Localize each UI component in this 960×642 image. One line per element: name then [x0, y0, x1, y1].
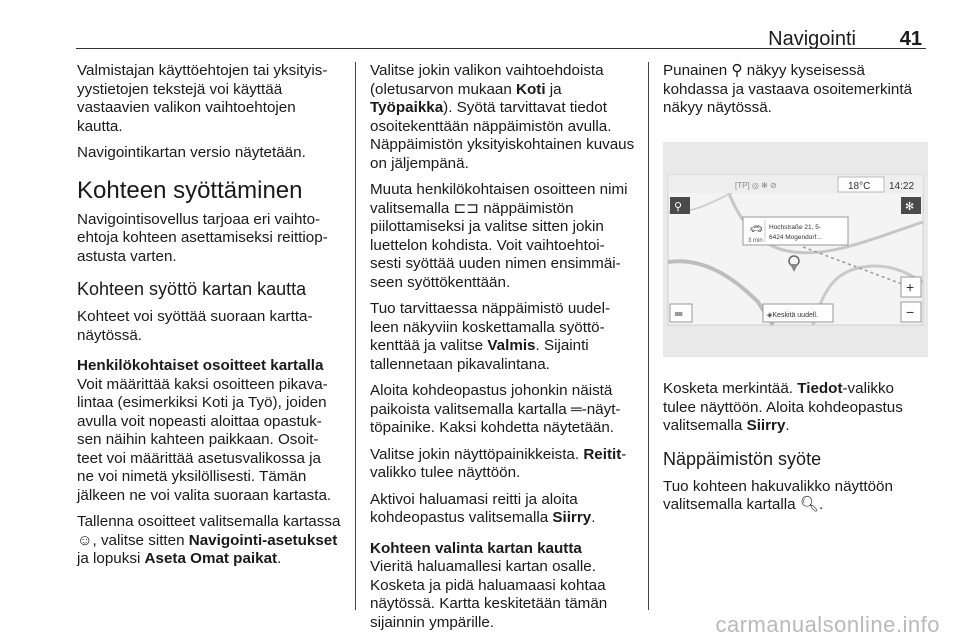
menu-icon: ═	[675, 306, 683, 321]
car-icon: 🚗︎	[750, 223, 763, 235]
pin-icon: ⚲	[731, 62, 743, 79]
paragraph: Voit määrittää kaksi osoitteen pikava-lintaa (esimerkiksi Koti ja Työ), joiden avulla voit nopeasti aloittaa opastuk-sen näihin kahteen paikkaan. Osoit-teet voi määrittää asetusvalikossa ja ne voi nimetä yksilöllisesti. Tämän jälkeen ne voi valita suoraan kartasta.	[77, 375, 332, 504]
home-icon: ☺	[77, 531, 93, 549]
column-divider-2	[648, 62, 649, 610]
paragraph: Valitse jokin valikon vaihtoehdoista (oletusarvon mukaan Koti ja Työpaikka). Syötä tarvittavat tiedot osoitekenttään näppäimistön avulla. Näppäimistön yksityiskohtainen kuvaus on jäljempänä.	[370, 62, 635, 172]
paragraph: Aloita kohdeopastus johonkin näistä paikoista valitsemalla kartalla ═-näyt-töpainike. Kaksi kohdetta näytetään.	[370, 382, 621, 436]
gear-icon: ✻	[905, 199, 915, 213]
column-2	[370, 62, 635, 640]
header-rule	[76, 48, 926, 49]
subsection-heading: Näppäimistön syöte	[663, 448, 822, 469]
paragraph: Vieritä haluamallesi kartan osalle. Kosketa ja pidä haluamaasi kohtaa näytössä. Kartta keskitetään tämän sijainnin ympärille.	[370, 558, 608, 631]
page-title: Navigointi	[768, 28, 856, 50]
plus-icon: +	[906, 278, 915, 295]
clock: 14:22	[889, 180, 915, 192]
paragraph: Kohteet voi syöttää suoraan kartta-näytössä.	[77, 308, 313, 344]
bold-heading: Kohteen valinta kartan kautta	[370, 539, 582, 557]
paragraph: Tuo tarvittaessa näppäimistö uudel-leen näkyviin koskettamalla syöttö-kenttää ja valitse Valmis. Sijainti tallennetaan pikavalintana.	[370, 300, 611, 373]
navigation-screen-figure	[663, 142, 928, 357]
status-icons: [TP] ◎ ✻ ⊘	[735, 180, 777, 190]
paragraph: Tallenna osoitteet valitsemalla kartassa ☺, valitse sitten Navigointi-asetukset ja lopuksi Aseta Omat paikat.	[77, 513, 341, 567]
minus-icon: −	[906, 303, 915, 320]
bold-heading: Henkilökohtaiset osoitteet kartalla	[77, 357, 324, 374]
section-heading: Kohteen syöttäminen	[77, 176, 303, 204]
paragraph: Navigointisovellus tarjoaa eri vaihto-ehtoja kohteen asettamiseksi reittiop-astusta varten.	[77, 210, 328, 265]
map-area	[668, 175, 923, 325]
address-line-1: Hochstraße 21, 5-	[769, 223, 822, 231]
column-1	[77, 62, 342, 577]
paragraph: Muuta henkilökohtaisen osoitteen nimi valitsemalla ⊏⊐ näppäimistön piilottamiseksi ja valitse sitten jokin luettelon kohdista. Voit vaihtoehtoi-sesti syöttää uuden nimen ensimmäi-seen syöttökenttään.	[370, 181, 628, 291]
recenter-label: ◈Keskitä uudell.	[767, 311, 818, 319]
keyboard-hide-icon: ⊏⊐	[453, 199, 480, 217]
paragraph: Valmistajan käyttöehtojen tai yksityis-yystietojen tekstejä voi käyttää vastaavien valikon vaihtoehtojen kautta.	[77, 62, 328, 135]
paragraph: Navigointikartan versio näytetään.	[77, 144, 306, 161]
watermark: carmanualsonline.info	[715, 612, 940, 637]
search-icon: 🔍︎	[799, 496, 820, 513]
search-icon: ⚲	[674, 199, 683, 213]
paragraph: Tuo kohteen hakuvalikko näyttöön valitsemalla kartalla 🔍︎.	[663, 477, 893, 513]
status-bar	[668, 175, 923, 193]
address-line-2: 6424 Mogendorf...	[769, 233, 822, 241]
subsection-heading: Kohteen syöttö kartan kautta	[77, 279, 307, 299]
column-divider-1	[355, 62, 356, 610]
page-number: 41	[899, 28, 922, 50]
paragraph: Aktivoi haluamasi reitti ja aloita kohdeopastus valitsemalla Siirry.	[370, 490, 596, 526]
paragraph: Valitse jokin näyttöpainikkeista. Reitit-valikko tulee näyttöön.	[370, 445, 627, 481]
paragraph: Punainen ⚲ näkyy kyseisessä kohdassa ja vastaava osoitemerkintä näkyy näytössä.	[663, 62, 913, 116]
paragraph: Kosketa merkintää. Tiedot-valikko tulee näyttöön. Aloita kohdeopastus valitsemalla Siirry.	[663, 380, 903, 434]
eta: 3 min	[748, 237, 763, 244]
column-3	[663, 62, 928, 523]
temperature: 18°C	[848, 180, 871, 192]
